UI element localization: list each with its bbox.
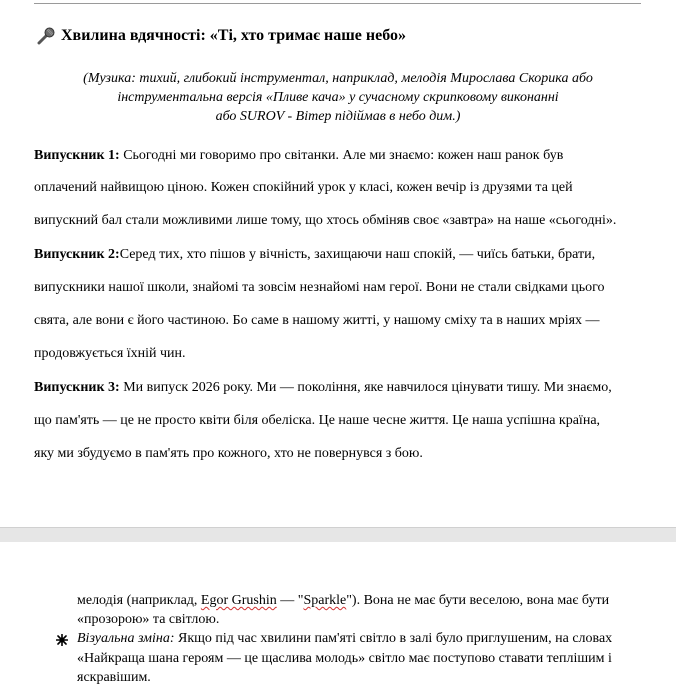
heading-text: Хвилина вдячності: «Ті, хто тримає наше небо» <box>61 27 406 44</box>
line-text: — " <box>276 593 304 608</box>
spellcheck-word[interactable]: Egor Grushin <box>200 593 277 608</box>
note-line: або SUROV - Вітер підіймав в небо дим.) <box>215 109 461 124</box>
section-heading <box>36 27 406 45</box>
line-text: Ми випуск 2026 року. Ми — покоління, яке навчилося цінувати тишу. Ми знаємо, <box>123 380 612 395</box>
page-top-rule <box>34 3 641 4</box>
line-text: "). Вона не має бути веселою, вона має бути <box>346 593 610 608</box>
document-page-2 <box>0 542 676 683</box>
bullet-label: Візуальна зміна: <box>77 631 175 646</box>
music-note <box>60 69 616 126</box>
paragraph-line <box>34 146 563 166</box>
paragraph-line: яку ми збудуємо в пам'ять про кожного, хто не повернувся з бою. <box>34 446 423 461</box>
note-line: інструментальна версія «Пливе кача» у сучасному скрипковому виконанні <box>117 90 559 105</box>
line-text: Якщо під час хвилини пам'яті світло в залі було приглушеним, на словах <box>174 631 613 646</box>
page-break-gap <box>0 527 676 543</box>
paragraph-line: випускний бал стали можливими лише тому, що хтось обміняв своє «завтра» на наше «сьогодні». <box>34 213 617 228</box>
line-text: Сьогодні ми говоримо про світанки. Але ми знаємо: кожен наш ранок був <box>123 148 564 163</box>
bullet-line: яскравішим. <box>77 670 151 685</box>
note-line: (Музика: тихий, глибокий інструментал, наприклад, мелодія Мирослава Скорика або <box>83 71 593 86</box>
paragraph-line <box>77 591 609 610</box>
paragraph-line: свята, але вони є його частиною. Бо саме в нашому житті, у нашому сміху та в наших мріях — <box>34 313 600 328</box>
bullet-line: «Найкраща шана героям — це щаслива молодь» світло має поступово ставати теплішим і <box>77 651 612 666</box>
microphone-icon <box>36 27 56 45</box>
paragraph-line: продовжується їхній чин. <box>34 346 186 361</box>
paragraph-line: випускники нашої школи, знайомі та зовсім незнайомі нам герої. Вони не стали свідками цього <box>34 280 605 295</box>
speaker-label: Випускник 2: <box>34 247 120 262</box>
line-text: Серед тих, хто пішов у вічність, захищаючи наш спокій, — чиїсь батьки, брати, <box>119 247 596 262</box>
speaker-label: Випускник 3: <box>34 380 120 395</box>
paragraph-line <box>34 245 595 265</box>
speaker-label: Випускник 1: <box>34 148 120 163</box>
paragraph-line: що пам'ять — це не просто квіти біля обеліска. Це наше чесне життя. Це наша успішна країна, <box>34 413 601 428</box>
spellcheck-word[interactable]: Sparkle <box>303 593 347 608</box>
star-bullet-icon <box>56 634 68 646</box>
paragraph-line: оплачений найвищою ціною. Кожен спокійний урок у класі, кожен вечір із друзями та цей <box>34 180 573 195</box>
line-text: мелодія (наприклад, <box>77 593 201 608</box>
paragraph-line <box>34 378 612 398</box>
paragraph-line: «прозорою» та світлою. <box>77 612 220 627</box>
bullet-line <box>77 629 612 648</box>
